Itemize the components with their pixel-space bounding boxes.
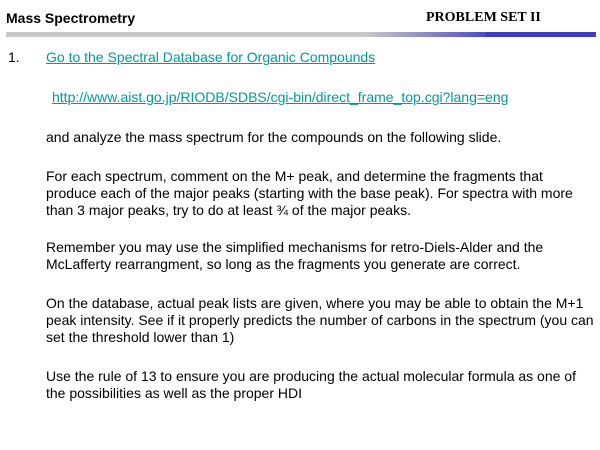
sdbs-database-link[interactable]: Go to the Spectral Database for Organic Compounds [46,49,376,65]
instruction-paragraph-1: and analyze the mass spectrum for the compounds on the following slide. [46,129,502,145]
header-divider-bar [6,32,596,37]
sdbs-url-link[interactable]: http://www.aist.go.jp/RIODB/SDBS/cgi-bin/direct_frame_top.cgi?lang=eng [52,89,509,105]
page-title: Mass Spectrometry [6,10,136,26]
instruction-paragraph-3: Remember you may use the simplified mechanisms for retro-Diels-Alder and the McLafferty rearrangment, so long as the fragments you generate are correct. [46,239,544,272]
instruction-paragraph-5: Use the rule of 13 to ensure you are producing the actual molecular formula as one of the possibilities as well as the proper HDI [46,368,576,401]
instruction-paragraph-4: On the database, actual peak lists are given, where you may be able to obtain the M+1 peak intensity. See if it properly predicts the number of carbons in the spectrum (you can set the threshold lower than 1) [46,295,594,345]
instruction-paragraph-2: For each spectrum, comment on the M+ peak, and determine the fragments that produce each of the major peaks (starting with the base peak). For spectra with more than 3 major peaks, try to do at least ¾ of the major peaks. [46,168,573,218]
divider-gray-segment [6,32,366,37]
list-item-number: 1. [8,49,20,65]
divider-gradient-segment [366,32,486,37]
problem-set-label: PROBLEM SET II [426,10,541,25]
divider-blue-segment [486,32,596,37]
